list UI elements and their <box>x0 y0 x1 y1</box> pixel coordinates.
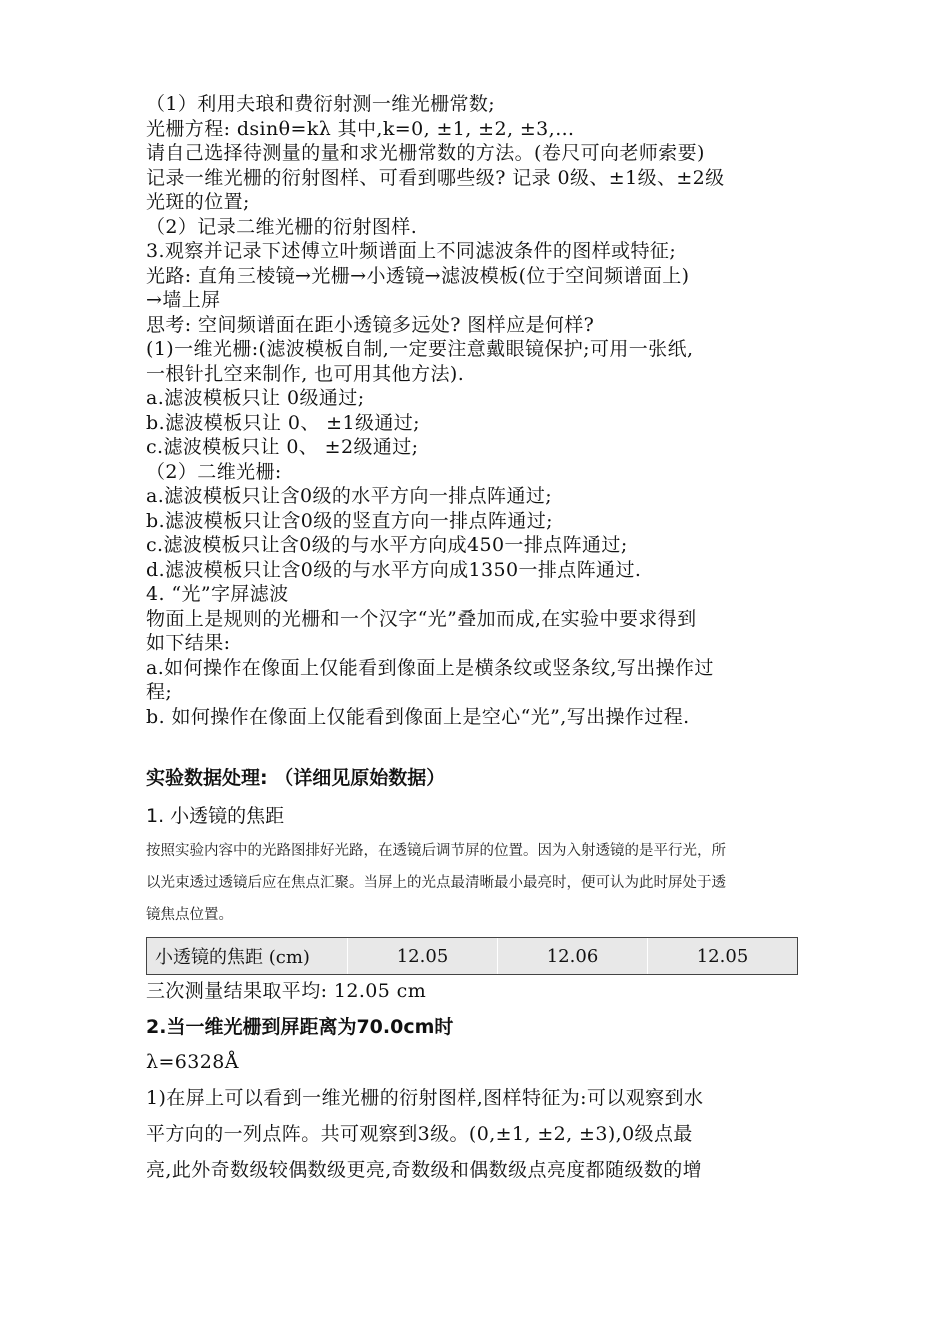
text-line: （2）记录二维光栅的衍射图样. <box>146 215 418 238</box>
paragraph-line: 镜焦点位置。 <box>146 907 233 923</box>
paragraph-line: 亮,此外奇数级较偶数级更亮,奇数级和偶数级点亮度都随级数的增 <box>146 1158 703 1181</box>
focal-length-paragraph <box>146 835 810 931</box>
text-line: （2）二维光栅: <box>146 460 282 483</box>
text-line: c.滤波模板只让含0级的与水平方向成450一排点阵通过; <box>146 534 628 556</box>
text-line: 3.观察并记录下述傅立叶频谱面上不同滤波条件的图样或特征; <box>146 240 677 262</box>
text-line: 一根针扎空来制作, 也可用其他方法). <box>146 362 465 385</box>
text-line: 4. “光”字屏滤波 <box>146 583 289 605</box>
text-line: 如下结果: <box>146 632 231 654</box>
text-line: 思考: 空间频谱面在距小透镜多远处? 图样应是何样? <box>146 313 595 336</box>
text-line: b.滤波模板只让含0级的竖直方向一排点阵通过; <box>146 509 553 532</box>
text-line: 光斑的位置; <box>146 191 250 213</box>
text-line: a.滤波模板只让含0级的水平方向一排点阵通过; <box>146 485 553 507</box>
observation-paragraph <box>146 1080 810 1188</box>
text-line: 光路: 直角三棱镜→光栅→小透镜→滤波模板(位于空间频谱面上) <box>146 264 690 287</box>
text-line: （1）利用夫琅和费衍射测一维光栅常数; <box>146 93 496 115</box>
text-line: d.滤波模板只让含0级的与水平方向成1350一排点阵通过. <box>146 558 642 581</box>
subsection-title: 1. 小透镜的焦距 <box>146 805 285 827</box>
text-line: 光栅方程: dsinθ=kλ 其中,k=0, ±1, ±2, ±3,… <box>146 117 575 140</box>
subsection-title: 2.当一维光栅到屏距离为70.0cm时 <box>146 1015 454 1038</box>
instructions-block <box>146 92 810 729</box>
text-line: 物面上是规则的光栅和一个汉字“光”叠加而成,在实验中要求得到 <box>146 607 697 630</box>
average-result-line: 三次测量结果取平均: 12.05 cm <box>146 980 427 1002</box>
table-value-cell: 12.06 <box>497 938 647 974</box>
paragraph-line: 以光束透过透镜后应在焦点汇聚。当屏上的光点最清晰最小最亮时，便可认为此时屏处于透 <box>146 875 726 891</box>
wavelength-line: λ=6328Å <box>146 1050 239 1073</box>
text-line: c.滤波模板只让 0、 ±2级通过; <box>146 436 419 458</box>
text-line: a.滤波模板只让 0级通过; <box>146 387 365 409</box>
table-value-cell: 12.05 <box>347 938 497 974</box>
document-page <box>146 92 810 1188</box>
focal-length-table <box>146 937 798 975</box>
table-value-cell: 12.05 <box>647 938 797 974</box>
text-line: 记录一维光栅的衍射图样、可看到哪些级? 记录 0级、±1级、±2级 <box>146 166 725 189</box>
text-line: 程; <box>146 681 173 703</box>
paragraph-line: 按照实验内容中的光路图排好光路，在透镜后调节屏的位置。因为入射透镜的是平行光，所 <box>146 843 726 859</box>
text-line: b. 如何操作在像面上仅能看到像面上是空心“光”,写出操作过程. <box>146 705 690 728</box>
table-label-cell: 小透镜的焦距 (cm) <box>155 947 310 968</box>
paragraph-line: 平方向的一列点阵。共可观察到3级。(0,±1, ±2, ±3),0级点最 <box>146 1122 693 1145</box>
paragraph-line: 1)在屏上可以看到一维光栅的衍射图样,图样特征为:可以观察到水 <box>146 1086 704 1109</box>
text-line: →墙上屏 <box>146 289 221 311</box>
text-line: (1)一维光栅:(滤波模板自制,一定要注意戴眼镜保护;可用一张纸, <box>146 338 694 360</box>
text-line: b.滤波模板只让 0、 ±1级通过; <box>146 411 420 434</box>
section-title: 实验数据处理: （详细见原始数据） <box>146 767 446 789</box>
text-line: a.如何操作在像面上仅能看到像面上是横条纹或竖条纹,写出操作过 <box>146 656 714 679</box>
text-line: 请自己选择待测量的量和求光栅常数的方法。(卷尺可向老师索要) <box>146 142 705 164</box>
